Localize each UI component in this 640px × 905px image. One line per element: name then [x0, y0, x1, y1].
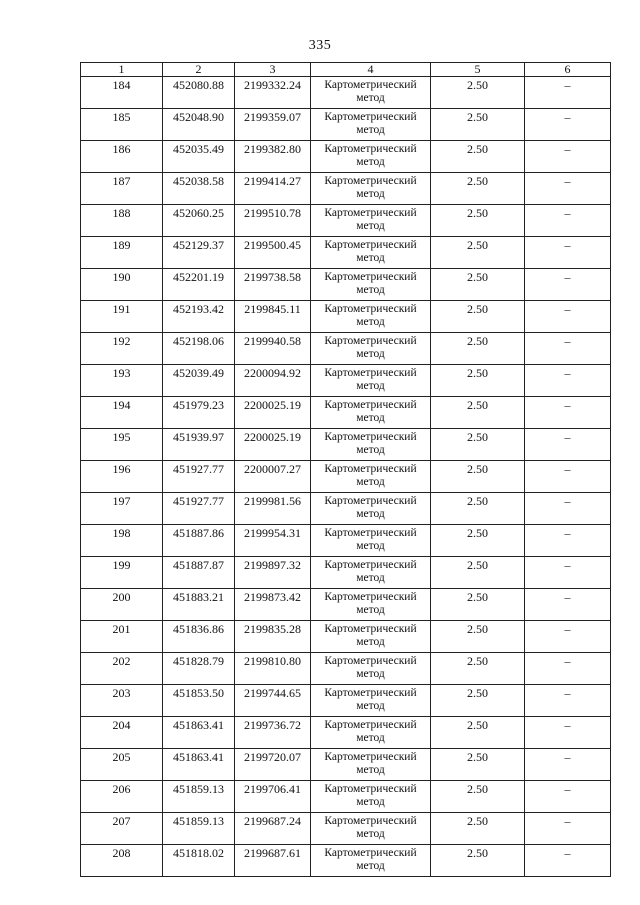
- y-coordinate-cell: 2199744.65: [235, 685, 311, 717]
- point-number-cell: 192: [81, 333, 163, 365]
- note-cell: –: [525, 77, 611, 109]
- method-cell: Картометрический метод: [311, 589, 431, 621]
- table-row: [81, 461, 611, 493]
- note-cell: –: [525, 461, 611, 493]
- point-number-cell: 193: [81, 365, 163, 397]
- method-cell: Картометрический метод: [311, 749, 431, 781]
- note-cell: –: [525, 589, 611, 621]
- x-coordinate-cell: 451859.13: [163, 781, 235, 813]
- table-row: [81, 813, 611, 845]
- accuracy-cell: 2.50: [431, 525, 525, 557]
- point-number-cell: 199: [81, 557, 163, 589]
- method-cell: Картометрический метод: [311, 301, 431, 333]
- x-coordinate-cell: 452080.88: [163, 77, 235, 109]
- table-row: [81, 77, 611, 109]
- accuracy-cell: 2.50: [431, 589, 525, 621]
- accuracy-cell: 2.50: [431, 685, 525, 717]
- note-cell: –: [525, 813, 611, 845]
- point-number-cell: 187: [81, 173, 163, 205]
- x-coordinate-cell: 451863.41: [163, 749, 235, 781]
- column-header-3: 3: [235, 63, 311, 77]
- x-coordinate-cell: 451883.21: [163, 589, 235, 621]
- accuracy-cell: 2.50: [431, 749, 525, 781]
- column-header-5: 5: [431, 63, 525, 77]
- accuracy-cell: 2.50: [431, 717, 525, 749]
- table-row: [81, 365, 611, 397]
- note-cell: –: [525, 557, 611, 589]
- accuracy-cell: 2.50: [431, 621, 525, 653]
- table-row: [81, 557, 611, 589]
- x-coordinate-cell: 451859.13: [163, 813, 235, 845]
- accuracy-cell: 2.50: [431, 109, 525, 141]
- accuracy-cell: 2.50: [431, 237, 525, 269]
- y-coordinate-cell: 2199382.80: [235, 141, 311, 173]
- note-cell: –: [525, 237, 611, 269]
- method-cell: Картометрический метод: [311, 365, 431, 397]
- x-coordinate-cell: 452060.25: [163, 205, 235, 237]
- point-number-cell: 194: [81, 397, 163, 429]
- x-coordinate-cell: 451887.87: [163, 557, 235, 589]
- table-row: [81, 173, 611, 205]
- y-coordinate-cell: 2199720.07: [235, 749, 311, 781]
- table-row: [81, 845, 611, 877]
- point-number-cell: 190: [81, 269, 163, 301]
- point-number-cell: 184: [81, 77, 163, 109]
- table-row: [81, 205, 611, 237]
- table-row: [81, 717, 611, 749]
- accuracy-cell: 2.50: [431, 269, 525, 301]
- method-cell: Картометрический метод: [311, 141, 431, 173]
- table-row: [81, 301, 611, 333]
- table-row: [81, 653, 611, 685]
- y-coordinate-cell: 2200007.27: [235, 461, 311, 493]
- accuracy-cell: 2.50: [431, 493, 525, 525]
- method-cell: Картометрический метод: [311, 205, 431, 237]
- accuracy-cell: 2.50: [431, 173, 525, 205]
- note-cell: –: [525, 333, 611, 365]
- table-row: [81, 621, 611, 653]
- method-cell: Картометрический метод: [311, 493, 431, 525]
- method-cell: Картометрический метод: [311, 557, 431, 589]
- accuracy-cell: 2.50: [431, 205, 525, 237]
- method-cell: Картометрический метод: [311, 781, 431, 813]
- accuracy-cell: 2.50: [431, 781, 525, 813]
- method-cell: Картометрический метод: [311, 429, 431, 461]
- accuracy-cell: 2.50: [431, 557, 525, 589]
- point-number-cell: 204: [81, 717, 163, 749]
- column-header-2: 2: [163, 63, 235, 77]
- point-number-cell: 206: [81, 781, 163, 813]
- note-cell: –: [525, 621, 611, 653]
- point-number-cell: 202: [81, 653, 163, 685]
- point-number-cell: 186: [81, 141, 163, 173]
- accuracy-cell: 2.50: [431, 653, 525, 685]
- table-row: [81, 237, 611, 269]
- y-coordinate-cell: 2200025.19: [235, 429, 311, 461]
- x-coordinate-cell: 451979.23: [163, 397, 235, 429]
- note-cell: –: [525, 525, 611, 557]
- method-cell: Картометрический метод: [311, 109, 431, 141]
- x-coordinate-cell: 451887.86: [163, 525, 235, 557]
- point-number-cell: 188: [81, 205, 163, 237]
- method-cell: Картометрический метод: [311, 269, 431, 301]
- y-coordinate-cell: 2199940.58: [235, 333, 311, 365]
- x-coordinate-cell: 452201.19: [163, 269, 235, 301]
- accuracy-cell: 2.50: [431, 141, 525, 173]
- point-number-cell: 191: [81, 301, 163, 333]
- note-cell: –: [525, 269, 611, 301]
- table-row: [81, 589, 611, 621]
- point-number-cell: 185: [81, 109, 163, 141]
- table-row: [81, 109, 611, 141]
- y-coordinate-cell: 2200094.92: [235, 365, 311, 397]
- x-coordinate-cell: 451863.41: [163, 717, 235, 749]
- x-coordinate-cell: 451828.79: [163, 653, 235, 685]
- table-row: [81, 333, 611, 365]
- x-coordinate-cell: 451939.97: [163, 429, 235, 461]
- y-coordinate-cell: 2199736.72: [235, 717, 311, 749]
- x-coordinate-cell: 451818.02: [163, 845, 235, 877]
- method-cell: Картометрический метод: [311, 653, 431, 685]
- table-row: [81, 781, 611, 813]
- method-cell: Картометрический метод: [311, 525, 431, 557]
- y-coordinate-cell: 2199954.31: [235, 525, 311, 557]
- x-coordinate-cell: 452035.49: [163, 141, 235, 173]
- accuracy-cell: 2.50: [431, 333, 525, 365]
- y-coordinate-cell: 2199810.80: [235, 653, 311, 685]
- y-coordinate-cell: 2199845.11: [235, 301, 311, 333]
- note-cell: –: [525, 397, 611, 429]
- x-coordinate-cell: 451927.77: [163, 493, 235, 525]
- point-number-cell: 189: [81, 237, 163, 269]
- coordinates-table: [80, 62, 611, 877]
- accuracy-cell: 2.50: [431, 397, 525, 429]
- table-row: [81, 493, 611, 525]
- y-coordinate-cell: 2199981.56: [235, 493, 311, 525]
- method-cell: Картометрический метод: [311, 397, 431, 429]
- note-cell: –: [525, 717, 611, 749]
- y-coordinate-cell: 2199706.41: [235, 781, 311, 813]
- column-header-4: 4: [311, 63, 431, 77]
- table-header-row: [81, 63, 611, 77]
- y-coordinate-cell: 2199835.28: [235, 621, 311, 653]
- point-number-cell: 208: [81, 845, 163, 877]
- table-row: [81, 269, 611, 301]
- y-coordinate-cell: 2199873.42: [235, 589, 311, 621]
- accuracy-cell: 2.50: [431, 301, 525, 333]
- y-coordinate-cell: 2200025.19: [235, 397, 311, 429]
- note-cell: –: [525, 653, 611, 685]
- note-cell: –: [525, 429, 611, 461]
- note-cell: –: [525, 685, 611, 717]
- y-coordinate-cell: 2199687.24: [235, 813, 311, 845]
- method-cell: Картометрический метод: [311, 621, 431, 653]
- method-cell: Картометрический метод: [311, 333, 431, 365]
- accuracy-cell: 2.50: [431, 365, 525, 397]
- point-number-cell: 203: [81, 685, 163, 717]
- accuracy-cell: 2.50: [431, 845, 525, 877]
- note-cell: –: [525, 781, 611, 813]
- x-coordinate-cell: 452039.49: [163, 365, 235, 397]
- page-number: 335: [308, 38, 332, 53]
- point-number-cell: 197: [81, 493, 163, 525]
- x-coordinate-cell: 452048.90: [163, 109, 235, 141]
- method-cell: Картометрический метод: [311, 237, 431, 269]
- table-body: [81, 77, 611, 877]
- x-coordinate-cell: 452129.37: [163, 237, 235, 269]
- point-number-cell: 200: [81, 589, 163, 621]
- note-cell: –: [525, 365, 611, 397]
- y-coordinate-cell: 2199359.07: [235, 109, 311, 141]
- point-number-cell: 201: [81, 621, 163, 653]
- point-number-cell: 195: [81, 429, 163, 461]
- table-row: [81, 397, 611, 429]
- method-cell: Картометрический метод: [311, 685, 431, 717]
- point-number-cell: 198: [81, 525, 163, 557]
- method-cell: Картометрический метод: [311, 461, 431, 493]
- x-coordinate-cell: 451853.50: [163, 685, 235, 717]
- x-coordinate-cell: 452038.58: [163, 173, 235, 205]
- table-row: [81, 749, 611, 781]
- note-cell: –: [525, 173, 611, 205]
- method-cell: Картометрический метод: [311, 77, 431, 109]
- table-row: [81, 141, 611, 173]
- note-cell: –: [525, 141, 611, 173]
- x-coordinate-cell: 451927.77: [163, 461, 235, 493]
- x-coordinate-cell: 452198.06: [163, 333, 235, 365]
- point-number-cell: 207: [81, 813, 163, 845]
- point-number-cell: 205: [81, 749, 163, 781]
- note-cell: –: [525, 301, 611, 333]
- method-cell: Картометрический метод: [311, 717, 431, 749]
- accuracy-cell: 2.50: [431, 429, 525, 461]
- x-coordinate-cell: 451836.86: [163, 621, 235, 653]
- y-coordinate-cell: 2199738.58: [235, 269, 311, 301]
- column-header-6: 6: [525, 63, 611, 77]
- table-row: [81, 685, 611, 717]
- table-row: [81, 429, 611, 461]
- accuracy-cell: 2.50: [431, 77, 525, 109]
- table-row: [81, 525, 611, 557]
- accuracy-cell: 2.50: [431, 813, 525, 845]
- x-coordinate-cell: 452193.42: [163, 301, 235, 333]
- note-cell: –: [525, 749, 611, 781]
- note-cell: –: [525, 205, 611, 237]
- method-cell: Картометрический метод: [311, 845, 431, 877]
- y-coordinate-cell: 2199510.78: [235, 205, 311, 237]
- y-coordinate-cell: 2199332.24: [235, 77, 311, 109]
- note-cell: –: [525, 109, 611, 141]
- y-coordinate-cell: 2199500.45: [235, 237, 311, 269]
- method-cell: Картометрический метод: [311, 173, 431, 205]
- accuracy-cell: 2.50: [431, 461, 525, 493]
- method-cell: Картометрический метод: [311, 813, 431, 845]
- y-coordinate-cell: 2199414.27: [235, 173, 311, 205]
- note-cell: –: [525, 493, 611, 525]
- y-coordinate-cell: 2199687.61: [235, 845, 311, 877]
- y-coordinate-cell: 2199897.32: [235, 557, 311, 589]
- note-cell: –: [525, 845, 611, 877]
- point-number-cell: 196: [81, 461, 163, 493]
- column-header-1: 1: [81, 63, 163, 77]
